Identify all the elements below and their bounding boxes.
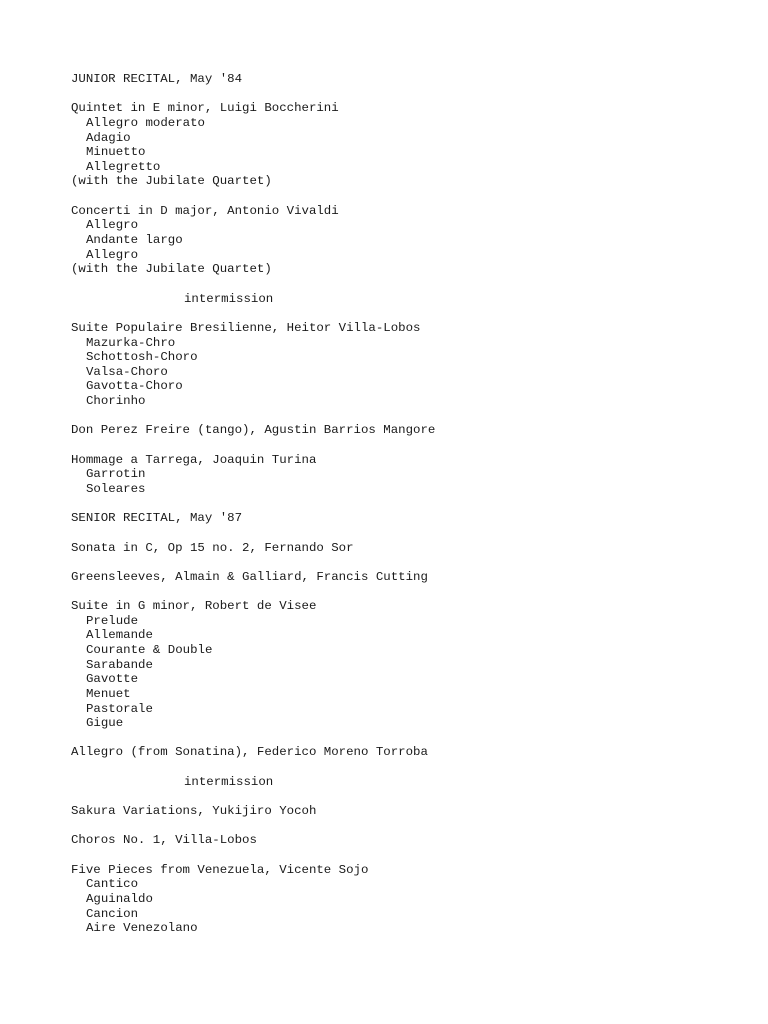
- spacer: [71, 848, 731, 863]
- piece-title: Concerti in D major, Antonio Vivaldi: [71, 203, 339, 218]
- movement: Allegro moderato: [86, 115, 205, 130]
- movement: Allegretto: [86, 159, 161, 174]
- spacer: [71, 555, 731, 570]
- spacer: [71, 306, 731, 321]
- junior-recital-heading: JUNIOR RECITAL, May '84: [71, 72, 243, 86]
- piece-title: Quintet in E minor, Luigi Boccherini: [71, 101, 339, 116]
- movement: Prelude: [86, 613, 139, 628]
- performer-note: (with the Jubilate Quartet): [71, 262, 272, 277]
- piece-title: Sakura Variations, Yukijiro Yocoh: [71, 804, 317, 819]
- intermission-label: intermission: [184, 291, 274, 306]
- spacer: [71, 526, 731, 541]
- movement: Pastorale: [86, 701, 153, 716]
- movement: Gavotta-Choro: [86, 379, 183, 394]
- movement: Sarabande: [86, 657, 153, 672]
- movement: Adagio: [86, 130, 131, 145]
- movement: Gavotte: [86, 672, 139, 687]
- movement: Allegro: [86, 247, 139, 262]
- movement: Andante largo: [86, 233, 183, 248]
- movement: Cantico: [86, 877, 139, 892]
- movement: Soleares: [86, 481, 146, 496]
- spacer: [71, 497, 731, 512]
- movement: Schottosh-Choro: [86, 350, 198, 365]
- piece-title: Sonata in C, Op 15 no. 2, Fernando Sor: [71, 540, 354, 555]
- piece-title: Choros No. 1, Villa-Lobos: [71, 833, 257, 848]
- spacer: [71, 438, 731, 453]
- spacer: [71, 760, 731, 775]
- piece-title: Five Pieces from Venezuela, Vicente Sojo: [71, 862, 369, 877]
- movement: Gigue: [86, 716, 124, 731]
- performer-note: (with the Jubilate Quartet): [71, 174, 272, 189]
- movement: Garrotin: [86, 467, 146, 482]
- movement: Courante & Double: [86, 642, 213, 657]
- piece-title: Greensleeves, Almain & Galliard, Francis Cutting: [71, 569, 428, 584]
- spacer: [71, 189, 731, 204]
- spacer: [71, 87, 731, 102]
- movement: Minuetto: [86, 145, 146, 160]
- senior-recital-heading: SENIOR RECITAL, May '87: [71, 511, 243, 526]
- piece-title: Allegro (from Sonatina), Federico Moreno Torroba: [71, 745, 428, 760]
- movement: Cancion: [86, 906, 139, 921]
- spacer: [71, 277, 731, 292]
- movement: Chorinho: [86, 394, 146, 409]
- piece-title: Suite Populaire Bresilienne, Heitor Villa-Lobos: [71, 320, 421, 335]
- movement: Valsa-Choro: [86, 364, 168, 379]
- spacer: [71, 584, 731, 599]
- spacer: [71, 731, 731, 746]
- spacer: [71, 789, 731, 804]
- program-document: [71, 72, 731, 936]
- movement: Aire Venezolano: [86, 921, 198, 936]
- spacer: [71, 819, 731, 834]
- movement: Allegro: [86, 218, 139, 233]
- piece-title: Hommage a Tarrega, Joaquin Turina: [71, 452, 317, 467]
- movement: Allemande: [86, 628, 153, 643]
- piece-title: Suite in G minor, Robert de Visee: [71, 599, 317, 614]
- piece-title: Don Perez Freire (tango), Agustin Barrios Mangore: [71, 423, 436, 438]
- movement: Menuet: [86, 686, 131, 701]
- spacer: [71, 409, 731, 424]
- intermission-label: intermission: [184, 774, 274, 789]
- movement: Mazurka-Chro: [86, 335, 176, 350]
- movement: Aguinaldo: [86, 891, 153, 906]
